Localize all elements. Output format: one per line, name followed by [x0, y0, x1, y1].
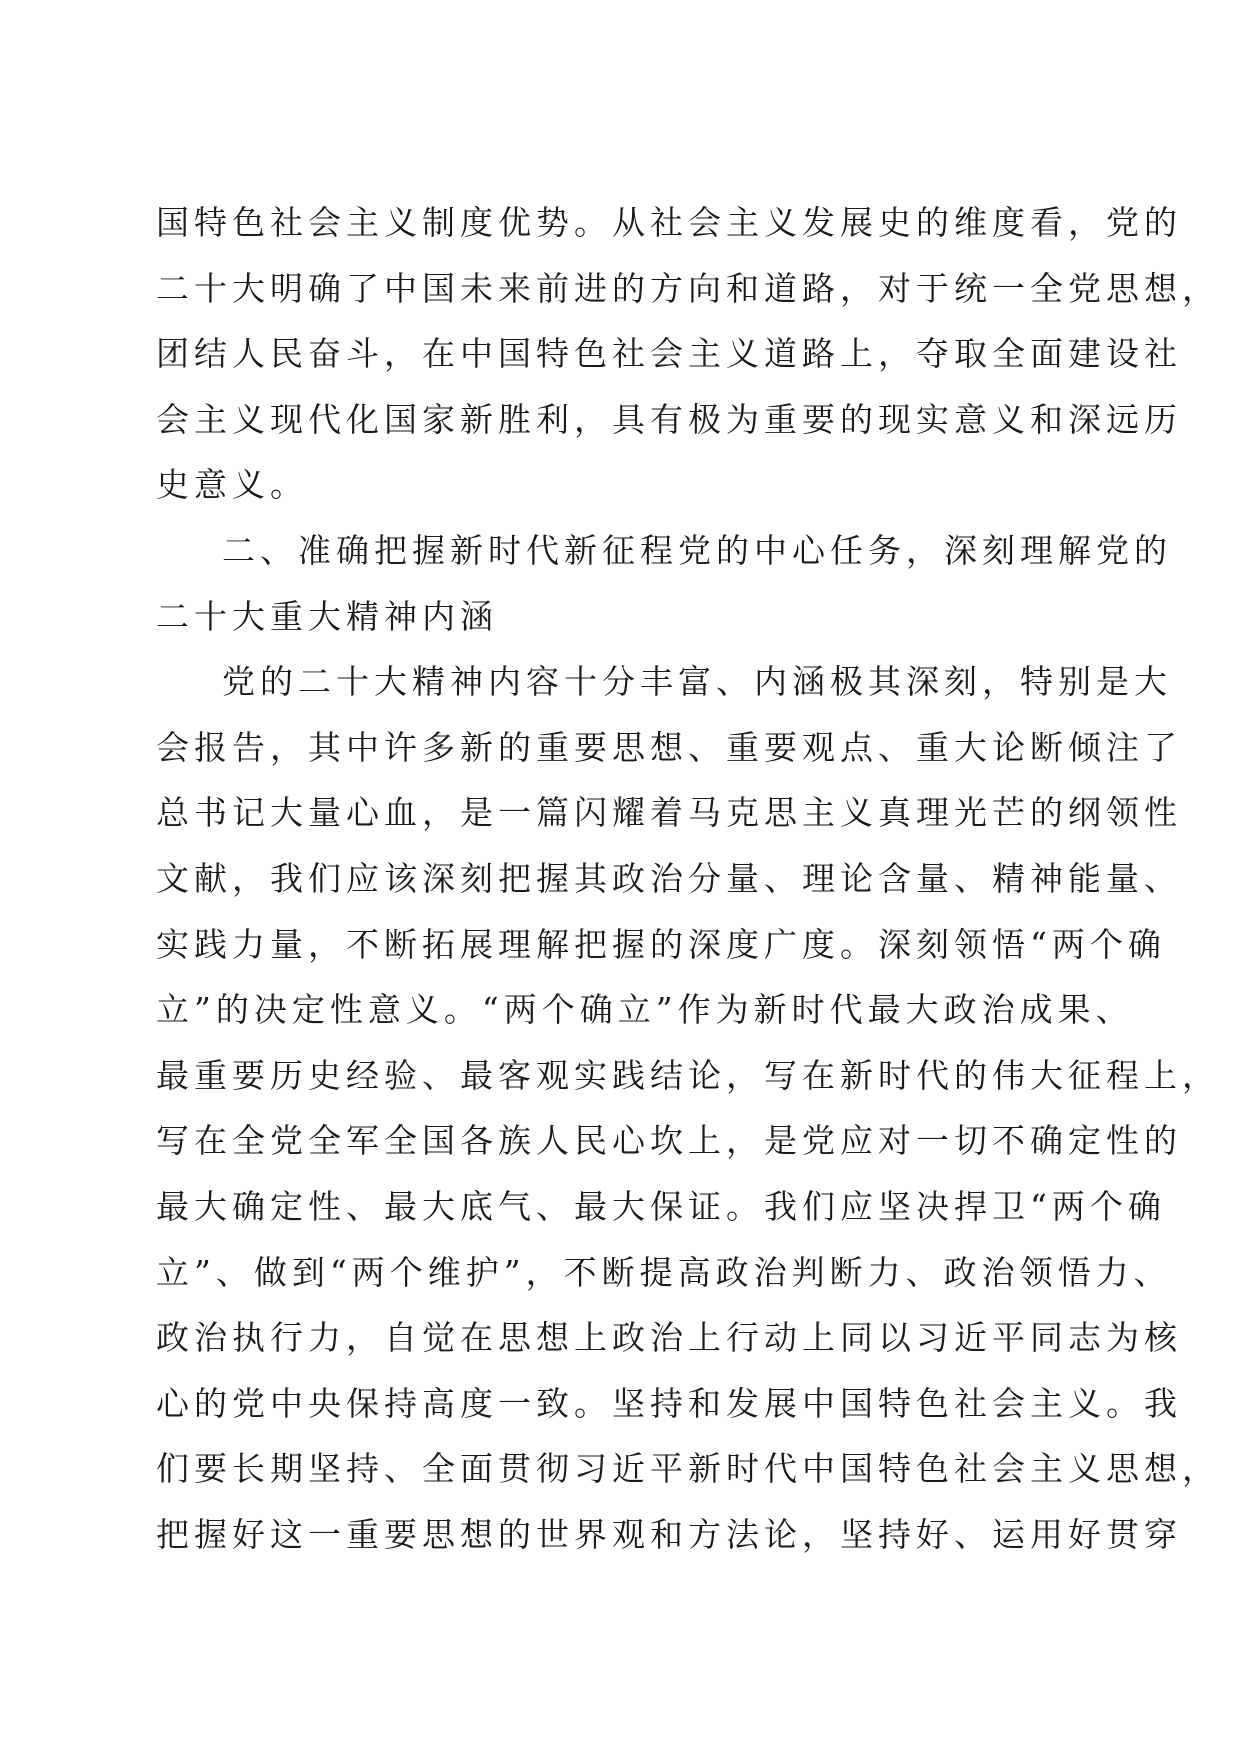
text-line: 最重要历史经验、最客观实践结论，写在新时代的伟大征程上，: [156, 1055, 1220, 1095]
section-heading: [156, 518, 1172, 649]
paragraph-continuation: [156, 190, 1220, 518]
heading-line: 二十大重大精神内涵: [156, 596, 498, 636]
text-line: 最大确定性、最大底气、最大保证。我们应坚决捍卫“两个确: [156, 1186, 1166, 1226]
body-paragraph: [156, 649, 1220, 1567]
text-line: 会报告，其中许多新的重要思想、重要观点、重大论断倾注了: [156, 727, 1182, 767]
text-line: 二十大明确了中国未来前进的方向和道路，对于统一全党思想，: [156, 268, 1220, 308]
text-line: 立”的决定性意义。“两个确立”作为新时代最大政治成果、: [156, 990, 1134, 1030]
text-line: 写在全党全军全国各族人民心坎上，是党应对一切不确定性的: [156, 1121, 1182, 1161]
text-line: 团结人民奋斗，在中国特色社会主义道路上，夺取全面建设社: [156, 334, 1182, 374]
text-line: 党的二十大精神内容十分丰富、内涵极其深刻，特别是大: [222, 662, 1172, 702]
text-line: 心的党中央保持高度一致。坚持和发展中国特色社会主义。我: [156, 1383, 1182, 1423]
heading-line: 二、准确把握新时代新征程党的中心任务，深刻理解党的: [222, 530, 1172, 570]
text-line: 国特色社会主义制度优势。从社会主义发展史的维度看，党的: [156, 203, 1182, 242]
document-body: [156, 190, 1220, 1567]
text-line: 政治执行力，自觉在思想上政治上行动上同以习近平同志为核: [156, 1318, 1182, 1358]
text-line: 把握好这一重要思想的世界观和方法论，坚持好、运用好贯穿: [156, 1514, 1182, 1554]
text-line: 史意义。: [156, 465, 308, 505]
text-line: 立”、做到“两个维护”，不断提高政治判断力、政治领悟力、: [156, 1252, 1172, 1292]
text-line: 总书记大量心血，是一篇闪耀着马克思主义真理光芒的纲领性: [156, 793, 1182, 833]
text-line: 文献，我们应该深刻把握其政治分量、理论含量、精神能量、: [156, 858, 1182, 898]
text-line: 会主义现代化国家新胜利，具有极为重要的现实意义和深远历: [156, 399, 1182, 439]
text-line: 们要长期坚持、全面贯彻习近平新时代中国特色社会主义思想，: [156, 1449, 1220, 1489]
text-line: 实践力量，不断拓展理解把握的深度广度。深刻领悟“两个确: [156, 924, 1166, 964]
